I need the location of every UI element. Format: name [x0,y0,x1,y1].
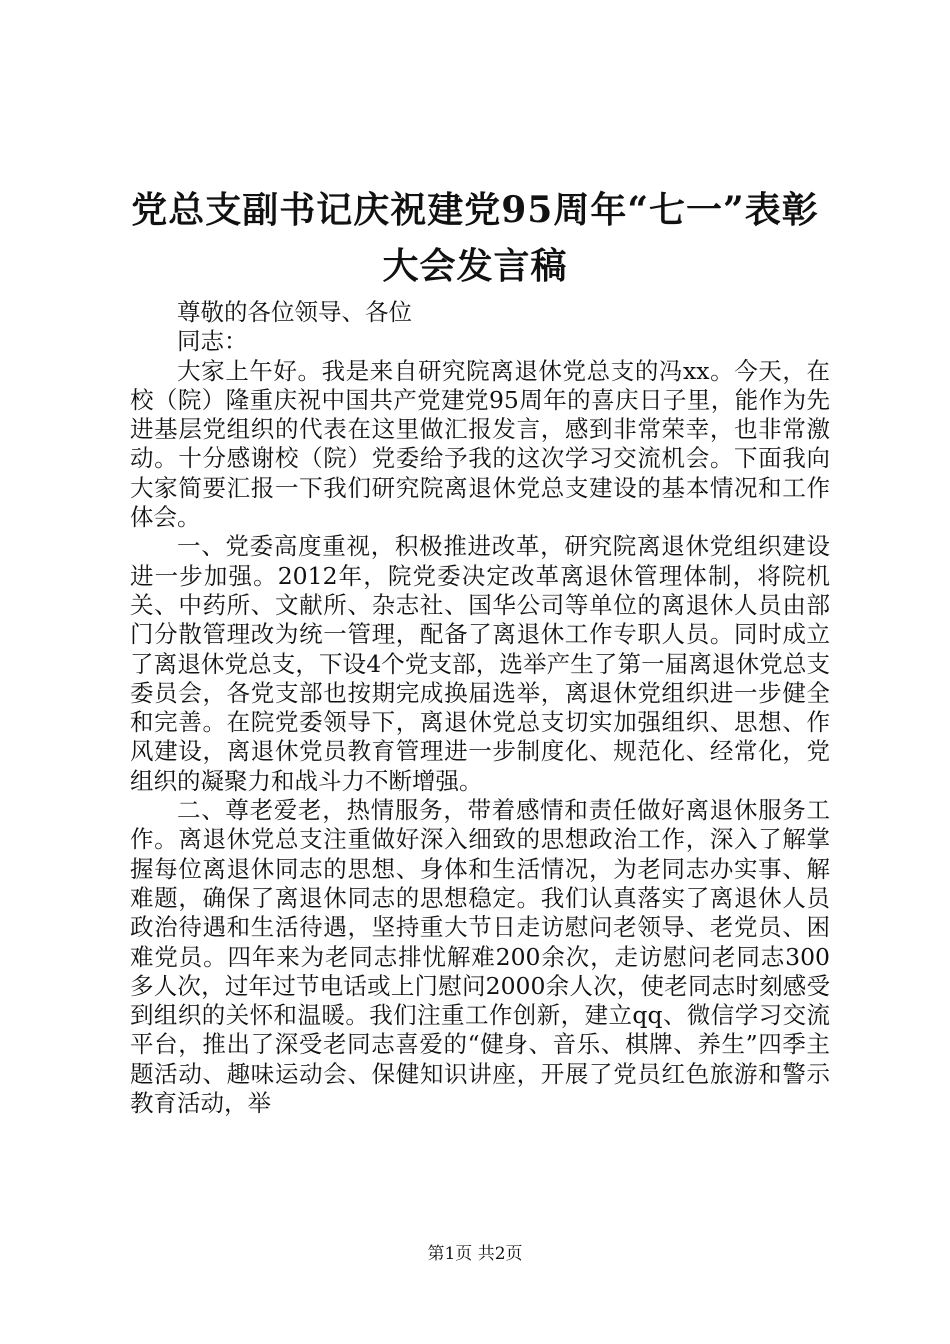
salutation-line-2: 同志： [177,327,248,356]
paragraph-section-2: 二、尊老爱老，热情服务，带着感情和责任做好离退休服务工作。离退休党总支注重做好深入细致的思想政治工作，深入了解掌握每位离退休同志的思想、身体和生活情况，为老同志办实事、解难题，确保了离退休同志的思想稳定。我们认真落实了离退休人员政治待遇和生活待遇，坚持重大节日走访慰问老领导、老党员、困难党员。四年来为老同志排忧解难200余次，走访慰问老同志300多人次，过年过节电话或上门慰问2000余人次，使老同志时刻感受到组织的关怀和温暖。我们注重工作创新，建立qq、微信学习交流平台，推出了深受老同志喜爱的“健身、音乐、棋牌、养生”四季主题活动、趣味运动会、保健知识讲座，开展了党员红色旅游和警示教育活动，举 [130,796,830,1118]
document-body [130,298,830,1118]
salutation-line-1: 尊敬的各位领导、各位 [177,298,412,326]
document-title-line-2: 大会发言稿 [382,245,568,287]
document-title-line-1: 党总支副书记庆祝建党95周年“七一”表彰 [131,189,819,231]
paragraph-section-1: 一、党委高度重视，积极推进改革，研究院离退休党组织建设进一步加强。2012年，院党委决定改革离退休管理体制，将院机关、中药所、文献所、杂志社、国华公司等单位的离退休人员由部门分散管理改为统一管理，配备了离退休工作专职人员。同时成立了离退休党总支，下设4个党支部，选举产生了第一届离退休党总支委员会，各党支部也按期完成换届选举，离退休党组织进一步健全和完善。在院党委领导下，离退休党总支切实加强组织、思想、作风建设，离退休党员教育管理进一步制度化、规范化、经常化，党组织的凝聚力和战斗力不断增强。 [130,532,830,795]
page-footer: 第1页 共2页 [427,1244,523,1264]
paragraph-intro: 大家上午好。我是来自研究院离退休党总支的冯xx。今天，在校（院）隆重庆祝中国共产党建党95周年的喜庆日子里，能作为先进基层党组织的代表在这里做汇报发言，感到非常荣幸，也非常激动。十分感谢校（院）党委给予我的这次学习交流机会。下面我向大家简要汇报一下我们研究院离退休党总支建设的基本情况和工作体会。 [130,356,830,532]
